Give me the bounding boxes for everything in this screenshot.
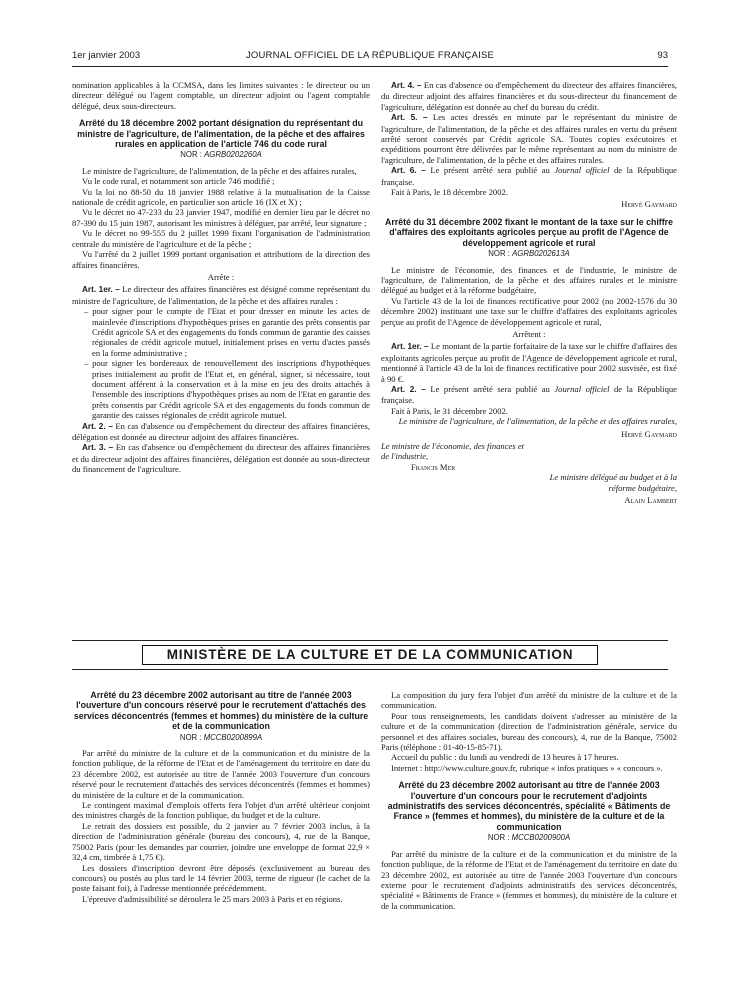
paragraph: Par arrêté du ministre de la culture et de la communication et du ministre de la fonction publique, de la réforme de l'Etat et de l'aménagement du territoire en date du 23 décembre 2002, est autorisée au titre de l'année 2003 l'ouverture d'un concours réservé pour le recrutement d'attachés des services déconcentrés (femmes et hommes) du ministère de la culture et de la communication.	[72, 748, 370, 800]
section-title: MINISTÈRE DE LA CULTURE ET DE LA COMMUNICATION	[142, 645, 598, 665]
signatory: Francis Mer	[411, 461, 456, 472]
decree-title: Arrêté du 23 décembre 2002 autorisant au titre de l'année 2003 l'ouverture d'un concours pour le recrutement d'adjoints administratifs des services déconcentrés, spécialité « Bâtiments de France » (femmes et hommes), du ministère de la culture et de la communication	[387, 780, 671, 832]
signatory: Alain Lambert	[624, 495, 677, 506]
paragraph: L'épreuve d'admissibilité se déroulera le 25 mars 2003 à Paris et en régions.	[82, 893, 343, 904]
article: Art. 4. – En cas d'absence ou d'empêchement du directeur des affaires financières, du directeur adjoint des affaires financières et du sous-directeur du financement de l'agriculture, délégation est donnée au chef du bureau du crédit.	[381, 80, 677, 112]
section-band	[72, 640, 668, 670]
visa: Vu l'arrêté du 2 juillet 1999 portant organisation et attributions de la direction des affaires financières.	[72, 249, 370, 270]
paragraph: Internet : http://www.culture.gouv.fr, rubrique « infos pratiques » « concours ».	[391, 762, 663, 773]
nor-reference: NOR : AGRB0202260A	[180, 150, 262, 160]
arretent-heading: Arrêtent :	[512, 328, 546, 339]
visa: Vu le code rural, et notamment son article 746 modifié ;	[82, 176, 275, 187]
header-rule	[72, 66, 668, 67]
visa: Vu l'article 43 de la loi de finances rectificative pour 2002 (no 2002-1576 du 30 décembre 2002) instituant une taxe sur le chiffre d'affaires des exploitants agricoles perçue au profit de l'Agence de développement agricole et rural,	[381, 295, 677, 327]
minister-title: Le ministre délégué au budget et à la réforme budgétaire,	[549, 472, 677, 493]
signatory: Hervé Gaymard	[621, 199, 677, 210]
article: Art. 2. – En cas d'absence ou d'empêchement du directeur des affaires financières, délégation est donnée au directeur adjoint des affaires financières.	[72, 420, 370, 442]
article: Art. 1er. – Le directeur des affaires financières est désigné comme représentant du ministre de l'agriculture, de l'alimentation, de la pêche et des affaires rurales :	[72, 284, 370, 306]
column-1	[72, 80, 370, 475]
paragraph: Le retrait des dossiers est possible, du 2 janvier au 7 février 2003 inclus, à la direction de l'administration générale (bureau des concours), 4, rue de la Banque, 75002 Paris (pour les demandes par courrier, joindre une enveloppe de format 22,9 × 32,4 cm, timbrée à 1,75 €).	[72, 820, 370, 863]
signatory: Hervé Gaymard	[621, 428, 677, 439]
paragraph: Les dossiers d'inscription devront être déposés (exclusivement au bureau des concours) ou postés au plus tard le 14 février 2003, terme de rigueur (le cachet de la poste faisant foi), à l'adresse mentionnée précédemment.	[72, 862, 370, 894]
nor-reference: NOR : MCCB0200900A	[487, 833, 571, 843]
decree-title: Arrêté du 31 décembre 2002 fixant le montant de la taxe sur le chiffre d'affaires des exploitants agricoles perçue au profit de l'Agence de développement agricole et rural	[385, 216, 673, 248]
page-number: 93	[657, 50, 668, 61]
article: Art. 3. – En cas d'absence ou d'empêchement du directeur des affaires financières et du directeur adjoint des affaires financières, délégation est donnée au sous-directeur du financement de l'agriculture.	[72, 442, 371, 475]
article: Art. 6. – Le présent arrêté sera publié au Journal officiel de la République française.	[381, 165, 677, 187]
column-2	[381, 80, 677, 507]
page-header	[72, 50, 668, 64]
header-journal-title: JOURNAL OFFICIEL DE LA RÉPUBLIQUE FRANÇAISE	[245, 50, 495, 61]
nor-reference: NOR : AGRB0202613A	[488, 249, 570, 259]
article: Art. 2. – Le présent arrêté sera publié au Journal officiel de la République française.	[381, 383, 677, 406]
visa: Vu le décret no 99-555 du 2 juillet 1999 fixant l'organisation de l'administration centrale du ministère de l'agriculture et de la pêche ;	[72, 228, 370, 249]
article: Art. 1er. – Le montant de la partie forfaitaire de la taxe sur le chiffre d'affaires des exploitants agricoles perçue au profit de l'Agence de développement agricole et rural, mentionné à l'article 43 de la loi de finances rectificative pour 2002 susvisée, est fixé à 90 €.	[381, 341, 677, 384]
paragraph: Par arrêté du ministre de la culture et de la communication et du ministre de la fonction publique, de la réforme de l'Etat et de l'aménagement du territoire en date du 23 décembre 2002, est autorisée au titre de l'année 2003 l'ouverture d'un concours externe pour le recrutement d'adjoints administratifs des services déconcentrés, spécialité « Bâtiments de France » (femmes et hommes), du ministère de la culture et de la communication.	[381, 848, 677, 911]
list-item: – pour signer les bordereaux de renouvellement des inscriptions d'hypothèques prises initialement au profit de l'Etat et, en général, signer, si nécessaire, tout document afférent à la conservation et à la mise en jeu des droits attachés à l'ensemble des inscriptions d'hypothèques prises au nom de l'Etat en garantie des prêts consentis par Crédit agricole SA et des engagements du fonds commun de garantie des caisses régionales de crédit agricole mutuel.	[84, 358, 370, 421]
paragraph: Accueil du public : du lundi au vendredi de 13 heures à 17 heures.	[391, 752, 619, 763]
header-date: 1er janvier 2003	[72, 50, 141, 61]
preamble: Le ministre de l'économie, des finances et de l'industrie, le ministre de l'agriculture, de l'alimentation, de la pêche et des affaires rurales et le ministre délégué au budget et à la réforme budgétaire,	[381, 264, 677, 296]
nor-reference: NOR : MCCB0200899A	[179, 732, 263, 742]
article: Art. 5. – Les actes dressés en minute par le représentant du ministre de l'agriculture, de l'alimentation, de la pêche et des affaires rurales en vertu du présent arrêté seront conservés par Crédit agricole SA. Toutes copies exécutoires et expéditions pourront être délivrées par le même représentant au nom du ministre de l'agriculture, de l'alimentation, de la pêche et des affaires rurales.	[381, 112, 677, 165]
column-3	[72, 690, 370, 904]
decree-title: Arrêté du 23 décembre 2002 autorisant au titre de l'année 2003 l'ouverture d'un concours réservé pour le recrutement d'attachés des services déconcentrés (femmes et hommes) du ministère de la culture et de la communication	[73, 690, 369, 732]
paragraph: Pour tous renseignements, les candidats doivent s'adresser au ministère de la culture et de la communication (direction de l'administration générale, service du personnel et des affaires sociales, bureau des concours), 4, rue de la Banque, 75002 Paris (téléphone : 01-40-15-85-71).	[381, 710, 677, 753]
visa: Vu la loi no 88-50 du 18 janvier 1988 relative à la mutualisation de la Caisse nationale de crédit agricole, en particulier son article 16 (IX et X) ;	[72, 186, 370, 208]
list-item: – pour signer pour le compte de l'Etat et pour dresser en minute les actes de mainlevée d'inscriptions d'hypothèques prises en garantie des prêts consentis par Crédit agricole SA et des engagements du fonds commun de garantie des caisses régionales de crédit agricole mutuel, initialement prises en vertu d'actes passés en la forme administrative ;	[84, 306, 370, 358]
preamble: Le ministre de l'agriculture, de l'alimentation, de la pêche et des affaires rurales,	[82, 165, 357, 176]
signature-place-date: Fait à Paris, le 31 décembre 2002.	[391, 405, 508, 416]
signature-place-date: Fait à Paris, le 18 décembre 2002.	[391, 187, 508, 198]
column-4	[381, 690, 677, 911]
paragraph: La composition du jury fera l'objet d'un arrêté du ministre de la culture et de la communication.	[381, 690, 677, 711]
visa: Vu le décret no 47-233 du 23 janvier 1947, modifié en dernier lieu par le décret no 87-390 du 15 juin 1987, autorisant les ministres à déléguer, par arrêté, leur signature ;	[72, 207, 370, 228]
minister-title: Le ministre de l'agriculture, de l'alimentation, de la pêche et des affaires rurales,	[398, 416, 677, 427]
decree-title: Arrêté du 18 décembre 2002 portant désignation du représentant du ministre de l'agriculture, de l'alimentation, de la pêche et des affaires rurales en application de l'article 746 du code rural	[77, 118, 365, 150]
arrete-heading: Arrête :	[207, 271, 235, 282]
minister-title: Le ministre de l'économie, des finances et de l'industrie,	[381, 441, 525, 462]
paragraph: Le contingent maximal d'emplois offerts fera l'objet d'un arrêté ultérieur conjoint des ministres chargés de la fonction publique, du budget et de la culture.	[72, 800, 370, 821]
intro-paragraph: nomination applicables à la CCMSA, dans les limites suivantes : le directeur ou un directeur délégué ou l'agent comptable, un directeur adjoint ou l'agent comptable délégué, deux sous-directeurs.	[72, 80, 370, 111]
